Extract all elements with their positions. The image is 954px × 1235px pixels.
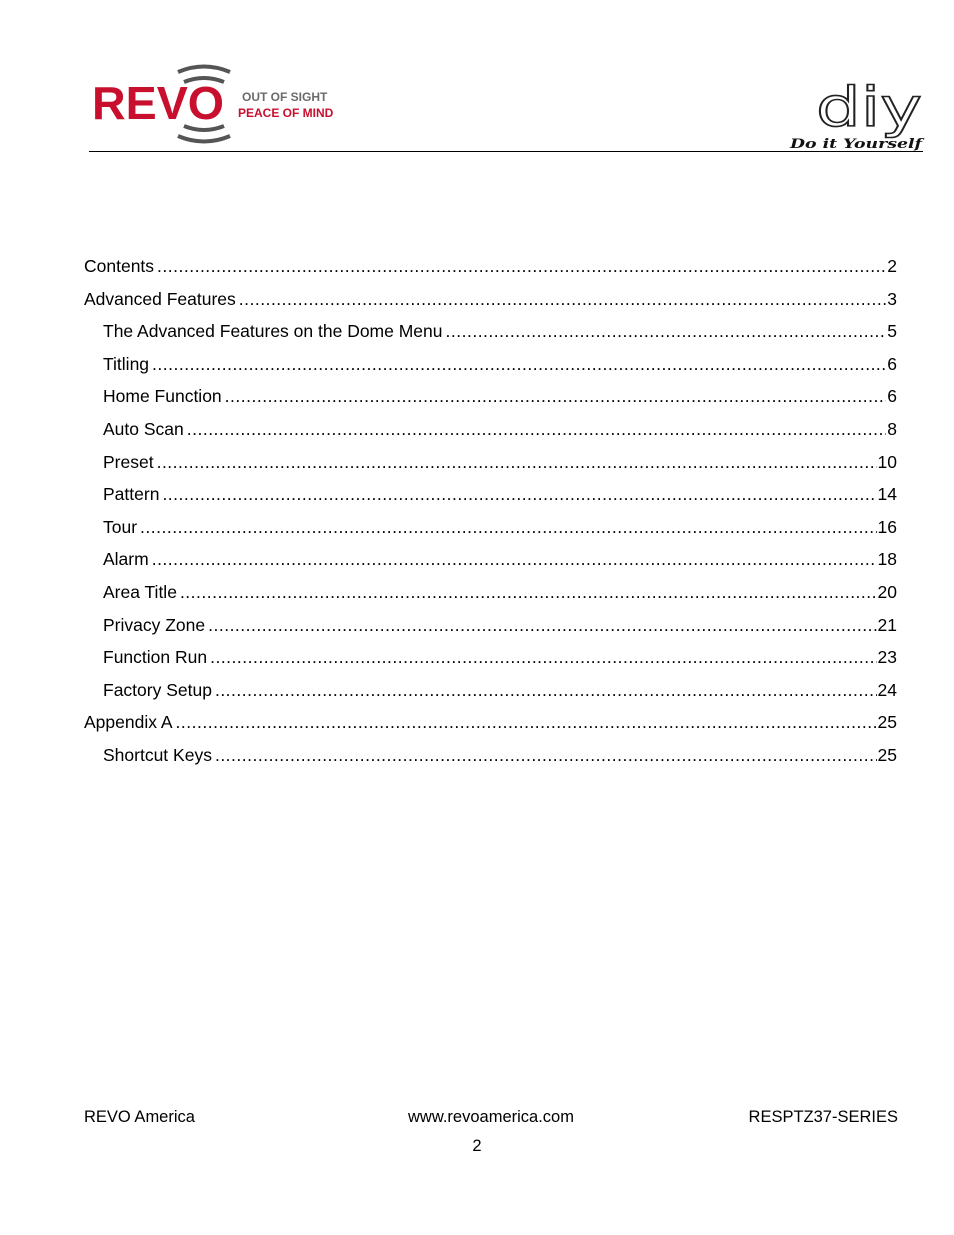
toc-entry-page: 8 xyxy=(887,418,897,439)
page-number: 2 xyxy=(472,1137,482,1155)
toc-entry-page: 16 xyxy=(877,516,897,537)
revo-logo xyxy=(92,62,352,148)
toc-entry-title: Auto Scan xyxy=(103,418,184,439)
header-rule xyxy=(89,151,923,152)
toc-entry-page: 6 xyxy=(887,386,897,407)
toc-entry-page: 23 xyxy=(877,647,897,668)
toc-entry[interactable] xyxy=(84,289,897,322)
toc-entry-title: Appendix A xyxy=(84,712,173,733)
toc-entry[interactable] xyxy=(84,647,897,680)
revo-brand-name: REVO xyxy=(92,77,224,129)
toc-entry-title: Contents xyxy=(84,256,155,276)
toc-dot-leader xyxy=(162,484,876,505)
toc-entry[interactable] xyxy=(84,386,897,419)
toc-dot-leader xyxy=(157,452,877,473)
toc-entry-page: 24 xyxy=(877,679,897,700)
toc-entry[interactable] xyxy=(84,452,897,485)
toc-entry-page: 2 xyxy=(887,256,897,276)
toc-entry-page: 25 xyxy=(877,712,897,733)
toc-entry[interactable] xyxy=(84,615,897,648)
toc-dot-leader xyxy=(208,615,876,636)
toc-entry-title: Pattern xyxy=(103,484,160,505)
toc-entry-title: Shortcut Keys xyxy=(103,744,212,765)
toc-dot-leader xyxy=(215,745,877,766)
diy-logo-subtext: Do it Yourself xyxy=(788,137,926,152)
toc-entry-title: Home Function xyxy=(103,386,222,407)
revo-arc-bottom-outer xyxy=(178,136,230,142)
toc-dot-leader xyxy=(152,549,877,570)
toc-dot-leader xyxy=(210,647,876,668)
toc-entry-page: 5 xyxy=(887,321,897,342)
footer-website: www.revoamerica.com xyxy=(408,1108,574,1126)
table-of-contents xyxy=(84,256,897,778)
toc-dot-leader xyxy=(446,321,887,342)
toc-entry-title: Alarm xyxy=(103,549,149,570)
footer-company: REVO America xyxy=(84,1108,195,1126)
page-header xyxy=(0,0,954,160)
toc-entry[interactable] xyxy=(84,321,897,354)
toc-dot-leader xyxy=(215,680,877,701)
toc-entry-title: Area Title xyxy=(103,581,177,602)
toc-entry-page: 25 xyxy=(877,744,897,765)
revo-arc-top-outer xyxy=(178,67,230,73)
page-footer xyxy=(84,1108,898,1130)
toc-entry[interactable] xyxy=(84,712,897,745)
revo-tagline-line2: PEACE OF MIND xyxy=(238,106,334,120)
diy-logo xyxy=(786,76,926,152)
toc-entry[interactable] xyxy=(84,582,897,615)
toc-entry[interactable] xyxy=(84,256,897,289)
toc-entry-page: 6 xyxy=(887,353,897,374)
revo-tagline-line1: OUT OF SIGHT xyxy=(242,90,328,104)
toc-dot-leader xyxy=(157,256,886,277)
toc-entry-page: 14 xyxy=(877,484,897,505)
toc-entry-title: Factory Setup xyxy=(103,679,212,700)
toc-entry-page: 18 xyxy=(877,549,897,570)
toc-entry-page: 21 xyxy=(877,614,897,635)
footer-model-series: RESPTZ37-SERIES xyxy=(748,1108,898,1126)
toc-entry-title: Advanced Features xyxy=(84,288,236,309)
toc-entry-page: 20 xyxy=(877,581,897,602)
toc-dot-leader xyxy=(176,712,877,733)
toc-entry-title: Function Run xyxy=(103,647,208,668)
toc-entry[interactable] xyxy=(84,419,897,452)
toc-dot-leader xyxy=(180,582,877,603)
toc-dot-leader xyxy=(239,289,887,310)
toc-entry-page: 3 xyxy=(887,288,897,309)
toc-entry[interactable] xyxy=(84,680,897,713)
toc-dot-leader xyxy=(152,354,886,375)
toc-dot-leader xyxy=(225,386,887,407)
toc-entry-title: Tour xyxy=(103,516,138,537)
toc-entry-page: 10 xyxy=(877,451,897,472)
toc-entry[interactable] xyxy=(84,517,897,550)
toc-entry[interactable] xyxy=(84,549,897,582)
toc-dot-leader xyxy=(187,419,887,440)
toc-entry-title: Privacy Zone xyxy=(103,614,206,635)
diy-logo-text: diy xyxy=(816,76,922,139)
toc-entry-title: Preset xyxy=(103,451,154,472)
toc-dot-leader xyxy=(140,517,876,538)
toc-entry[interactable] xyxy=(84,484,897,517)
toc-entry-title: The Advanced Features on the Dome Menu xyxy=(103,321,443,342)
toc-entry[interactable] xyxy=(84,354,897,387)
toc-entry[interactable] xyxy=(84,745,897,778)
toc-entry-title: Titling xyxy=(103,353,150,374)
